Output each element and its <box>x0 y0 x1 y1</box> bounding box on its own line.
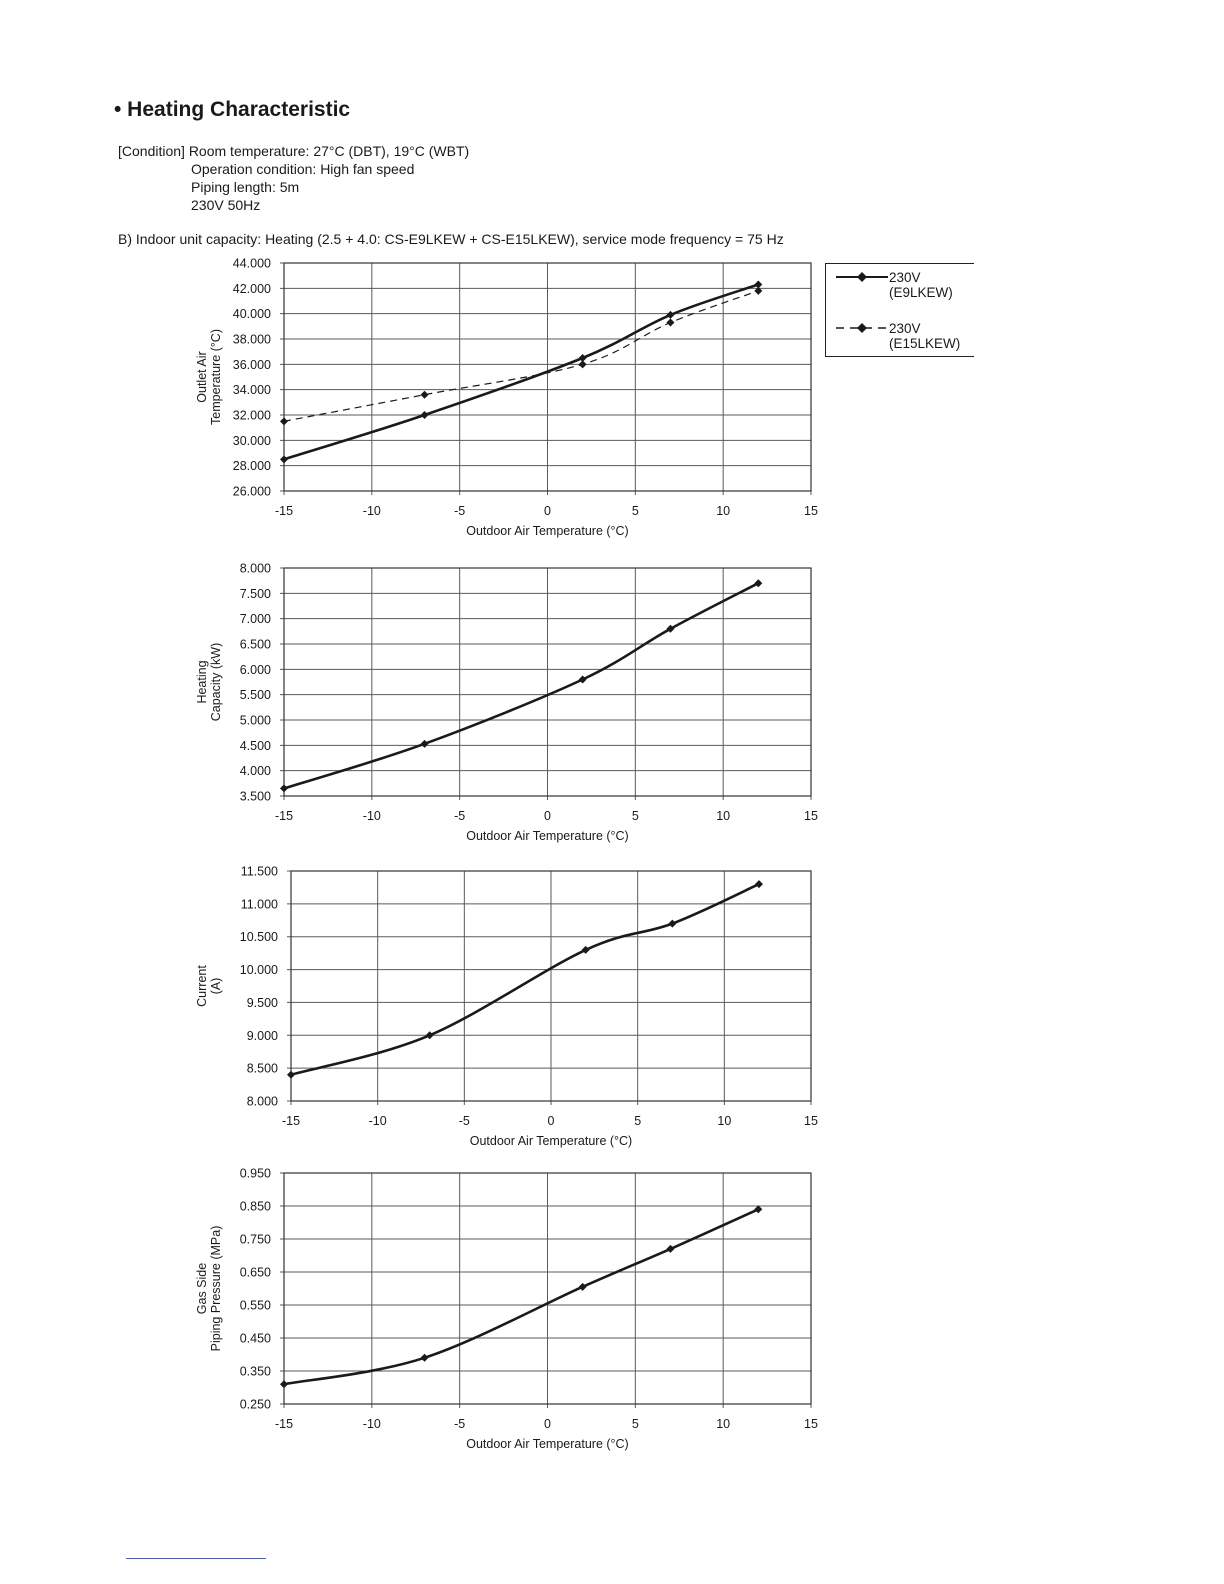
y-tick-label: 40.000 <box>232 307 271 322</box>
data-point-marker <box>421 391 429 399</box>
y-tick-label: 8.500 <box>246 1061 278 1076</box>
condition-room-temperature: [Condition] Room temperature: 27°C (DBT), 19°C (WBT) <box>118 143 470 159</box>
chart-gas-pressure <box>195 1167 818 1452</box>
x-axis-label: Outdoor Air Temperature (°C) <box>466 829 629 843</box>
y-axis-label: Piping Pressure (MPa) <box>209 1225 223 1352</box>
series-line-solid <box>291 884 759 1075</box>
legend-dashed-line-swatch <box>834 321 890 335</box>
x-tick-label: 10 <box>717 1114 732 1128</box>
x-tick-label: -5 <box>454 1417 466 1431</box>
x-tick-label: -15 <box>274 809 294 823</box>
y-tick-label: 32.000 <box>232 408 271 423</box>
legend-e9lkew-line1: 230V <box>889 270 921 285</box>
y-tick-label: 3.500 <box>239 789 271 804</box>
y-tick-label: 44.000 <box>232 256 271 271</box>
y-tick-label: 28.000 <box>232 459 271 474</box>
x-tick-label: 15 <box>804 504 818 518</box>
chart-outlet-air <box>195 257 818 539</box>
condition-operation: Operation condition: High fan speed <box>191 161 415 177</box>
x-tick-label: 0 <box>544 809 551 823</box>
y-tick-label: 26.000 <box>232 484 271 499</box>
chart-current <box>195 865 818 1149</box>
x-tick-label: -5 <box>458 1114 470 1128</box>
footer-rule <box>126 1558 266 1559</box>
series-line-solid <box>284 285 758 460</box>
data-point-marker <box>280 1380 288 1388</box>
y-tick-label: 5.000 <box>239 713 271 728</box>
series-line-solid <box>284 583 758 788</box>
x-tick-label: -5 <box>454 504 466 518</box>
y-tick-label: 0.650 <box>239 1265 271 1280</box>
x-tick-label: -10 <box>362 809 381 823</box>
condition-piping-length: Piping length: 5m <box>191 179 300 195</box>
y-tick-label: 7.500 <box>239 586 271 601</box>
x-tick-label: -10 <box>362 1417 381 1431</box>
y-tick-label: 7.000 <box>239 612 271 627</box>
data-point-marker <box>287 1071 295 1079</box>
x-tick-label: -5 <box>454 809 466 823</box>
x-tick-label: 10 <box>716 504 731 518</box>
x-tick-label: -15 <box>274 504 294 518</box>
legend-item-e15lkew <box>826 317 974 353</box>
y-tick-label: 0.450 <box>239 1331 271 1346</box>
data-point-marker <box>579 675 587 683</box>
x-tick-label: -15 <box>274 1417 294 1431</box>
data-point-marker <box>280 455 288 463</box>
y-axis-label: Current <box>195 965 209 1007</box>
y-tick-label: 0.850 <box>239 1199 271 1214</box>
x-axis-label: Outdoor Air Temperature (°C) <box>466 1437 629 1451</box>
data-point-marker <box>579 360 587 368</box>
y-tick-label: 0.550 <box>239 1298 271 1313</box>
data-point-marker <box>668 920 676 928</box>
x-tick-label: 5 <box>631 1417 639 1431</box>
chart-heating-capacity <box>195 562 818 844</box>
y-tick-label: 9.000 <box>246 1028 278 1043</box>
x-tick-label: 0 <box>544 1417 551 1431</box>
diamond-marker-icon <box>857 323 867 333</box>
y-tick-label: 11.000 <box>240 897 278 912</box>
x-tick-label: -10 <box>368 1114 387 1128</box>
x-tick-label: -15 <box>281 1114 301 1128</box>
y-axis-label: Gas Side <box>195 1262 209 1315</box>
y-axis-label: Heating <box>195 660 209 704</box>
y-tick-label: 11.500 <box>240 864 278 879</box>
y-axis-label: (A) <box>209 977 223 995</box>
y-tick-label: 0.350 <box>239 1364 271 1379</box>
y-tick-label: 36.000 <box>232 357 271 372</box>
legend-item-e9lkew <box>826 266 974 302</box>
legend-e15lkew-line2: (E15LKEW) <box>889 336 961 351</box>
x-tick-label: 0 <box>547 1114 555 1128</box>
series-line-solid <box>284 1209 758 1384</box>
x-tick-label: 0 <box>544 504 551 518</box>
legend-e15lkew-line1: 230V <box>889 321 921 336</box>
y-tick-label: 5.500 <box>239 688 271 703</box>
y-tick-label: 0.250 <box>239 1397 271 1412</box>
x-axis-label: Outdoor Air Temperature (°C) <box>469 1134 633 1148</box>
y-tick-label: 10.500 <box>239 930 278 945</box>
chart-legend <box>825 263 974 357</box>
x-tick-label: 5 <box>631 504 639 518</box>
data-point-marker <box>421 411 429 419</box>
data-point-marker <box>280 417 288 425</box>
x-tick-label: 10 <box>716 809 731 823</box>
y-tick-label: 8.000 <box>246 1094 278 1109</box>
x-axis-label: Outdoor Air Temperature (°C) <box>466 524 629 538</box>
data-point-marker <box>666 311 674 319</box>
x-tick-label: 10 <box>716 1417 731 1431</box>
data-point-marker <box>426 1031 434 1039</box>
data-point-marker <box>421 740 429 748</box>
x-tick-label: 15 <box>804 809 818 823</box>
y-tick-label: 6.000 <box>239 662 271 677</box>
y-tick-label: 4.500 <box>239 738 271 753</box>
data-point-marker <box>421 1354 429 1362</box>
series-line-dashed <box>284 291 758 421</box>
data-point-marker <box>755 880 763 888</box>
legend-solid-line-swatch <box>834 270 890 284</box>
y-tick-label: 38.000 <box>232 332 271 347</box>
y-axis-label: Outlet Air <box>195 351 209 403</box>
y-tick-label: 9.500 <box>246 995 278 1010</box>
y-axis-label: Temperature (°C) <box>209 329 223 425</box>
y-axis-label: Capacity (kW) <box>209 642 223 722</box>
y-tick-label: 34.000 <box>232 383 271 398</box>
y-tick-label: 30.000 <box>232 433 271 448</box>
legend-e9lkew-line2: (E9LKEW) <box>889 285 953 300</box>
x-tick-label: 5 <box>634 1114 642 1128</box>
condition-power-supply: 230V 50Hz <box>191 197 261 213</box>
data-point-marker <box>280 784 288 792</box>
chart-section-subtitle: B) Indoor unit capacity: Heating (2.5 + 4.0: CS-E9LKEW + CS-E15LKEW), service mode frequency = 75 Hz <box>118 231 784 247</box>
data-point-marker <box>579 1283 587 1291</box>
y-tick-label: 0.950 <box>239 1166 271 1181</box>
y-tick-label: 0.750 <box>239 1232 271 1247</box>
data-point-marker <box>666 1245 674 1253</box>
x-tick-label: -10 <box>362 504 381 518</box>
y-tick-label: 8.000 <box>239 561 271 576</box>
y-tick-label: 4.000 <box>239 764 271 779</box>
x-tick-label: 15 <box>804 1417 818 1431</box>
page-heading: • Heating Characteristic <box>114 98 351 121</box>
x-tick-label: 15 <box>804 1114 818 1128</box>
y-tick-label: 10.000 <box>239 963 278 978</box>
data-point-marker <box>666 319 674 327</box>
diamond-marker-icon <box>857 272 867 282</box>
y-tick-label: 42.000 <box>232 281 271 296</box>
x-tick-label: 5 <box>631 809 639 823</box>
y-tick-label: 6.500 <box>239 637 271 652</box>
